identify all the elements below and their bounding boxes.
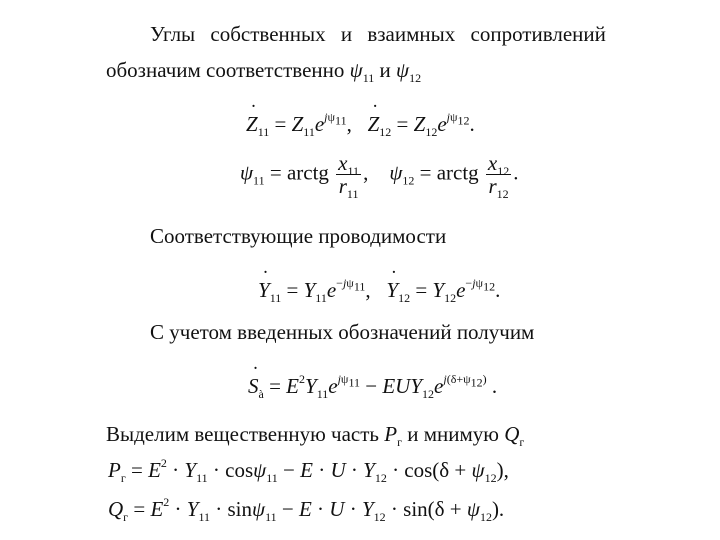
psi12-letter: ψ xyxy=(396,58,410,82)
intro-line-2-text: обозначим соответственно xyxy=(106,58,345,82)
psi12-symbol xyxy=(396,58,422,86)
fraction-x11-r11: $\frac{x_{11}}{r_{11}}$ xyxy=(338,151,360,202)
q-subscript: г xyxy=(519,435,525,450)
q-letter: Q xyxy=(504,422,520,446)
p-symbol xyxy=(384,422,402,450)
y11-dot: ˙ Y xyxy=(258,278,270,302)
z12-dot: ˙ Z xyxy=(368,112,380,136)
separate-text: Выделим вещественную часть xyxy=(106,422,379,446)
fraction-x12-r12: $\frac{x_{12}}{r_{12}}$ xyxy=(487,151,510,202)
intro-line-1: Углы собственных и взаимных сопротивлений xyxy=(150,22,606,46)
p-subscript: г xyxy=(397,435,402,450)
z11-dot: ˙ Z xyxy=(246,112,258,136)
intro-line-2 xyxy=(106,58,422,86)
formula-q: $Q_г = E^2 \cdot Y_{11} \cdot \sin\psi_{11} - E \cdot U \cdot Y_{12} \cdot \sin(\delta + \psi_{12})$. xyxy=(108,495,505,525)
conductance-heading: Соответствующие проводимости xyxy=(150,224,447,248)
formula-psi-arctg: $\psi_{11}$ = arctg $\frac{x_{11}}{r_{11}}$ , $\psi_{12}$ = arctg $\frac{x_{12}}{r_{12}}$ . xyxy=(240,151,519,202)
with-notation-line: С учетом введенных обозначений получим xyxy=(150,320,535,344)
separate-line xyxy=(106,422,525,450)
q-symbol xyxy=(504,422,525,450)
s-dot: ˙ S xyxy=(248,374,259,398)
psi11-subscript: 11 xyxy=(362,71,375,86)
separate-and: и мнимую xyxy=(407,422,499,446)
formula-y-conductances: ˙ $Y_{11} = Y_{11}e^{-j\psi_{11}}$, ˙ $Y_{12} = Y_{12}e^{-j\psi_{12}}$. xyxy=(258,278,500,302)
formula-s-power: ˙ $S_à = E^2Y_{11}e^{j\psi_{11}} - EUY_{12}e^{j(\delta+\psi_{12})}$ . xyxy=(248,374,497,398)
formula-p: $P_г = E^2 \cdot Y_{11} \cdot \cos\psi_{11} - E \cdot U \cdot Y_{12} \cdot \cos(\delta + \psi_{12})$, xyxy=(108,456,509,486)
psi11-symbol xyxy=(349,58,375,86)
psi12-subscript: 12 xyxy=(409,71,422,86)
psi11-letter: ψ xyxy=(349,58,363,82)
intro-and: и xyxy=(379,58,391,82)
p-letter: P xyxy=(384,422,398,446)
formula-z-impedances: ˙ $Z_{11} = Z_{11}e^{j\psi_{11}}$, ˙ $Z_{12} = Z_{12}e^{j\psi_{12}}$. xyxy=(246,112,475,136)
y12-dot: ˙ Y xyxy=(386,278,398,302)
